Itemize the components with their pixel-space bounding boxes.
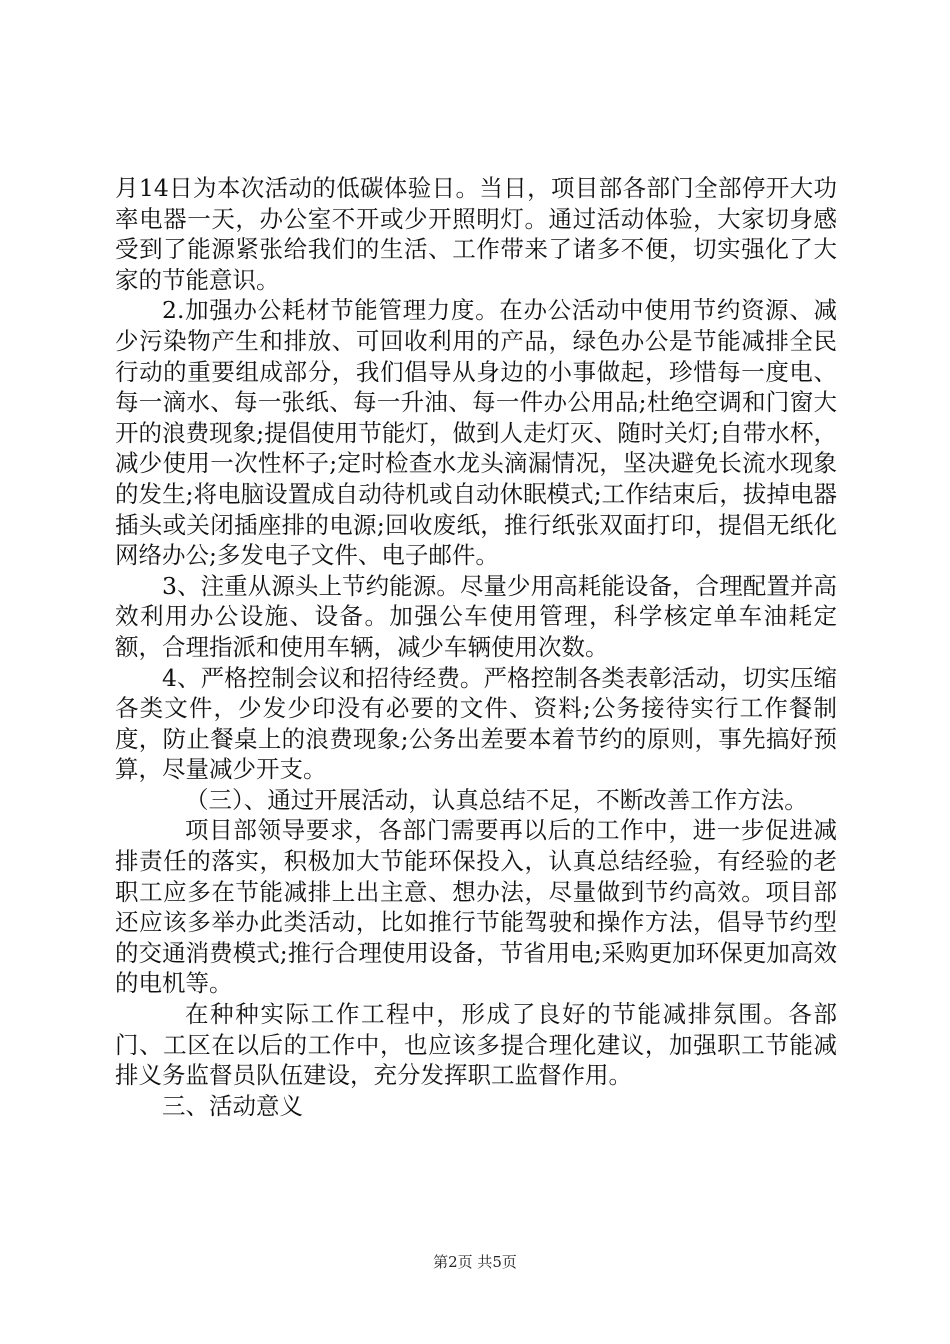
section-heading-significance: 三、活动意义 — [162, 1091, 303, 1120]
paragraph-low-carbon-day: 月14日为本次活动的低碳体验日。当日，项目部各部门全部停开大功率电器一天，办公室不开或少开照明灯。通过活动体验，大家切身感受到了能源紧张给我们的生活、工作带来了诸多不便，切实强化了大家的节能意识。 — [115, 174, 837, 294]
section-heading-summary: （三）、通过开展活动，认真总结不足，不断改善工作方法。 — [185, 785, 808, 814]
document-body — [115, 173, 837, 1121]
page-number-footer: 第2页 共5页 — [433, 1253, 517, 1271]
paragraph-office-supplies: 2.加强办公耗材节能管理力度。在办公活动中使用节约资源、减少污染物产生和排放、可回收利用的产品，绿色办公是节能减排全民行动的重要组成部分，我们倡导从身边的小事做起，珍惜每一度电、每一滴水、每一张纸、每一升油、每一件办公用品;杜绝空调和门窗大开的浪费现象;提倡使用节能灯，做到人走灯灭、随时关灯;自带水杯，减少使用一次性杯子;定时检查水龙头滴漏情况，坚决避免长流水现象的发生;将电脑设置成自动待机或自动休眠模式;工作结束后，拔掉电器插头或关闭插座排的电源;回收废纸，推行纸张双面打印，提倡无纸化网络办公;多发电子文件、电子邮件。 — [115, 296, 837, 570]
paragraph-leadership-requirements: 项目部领导要求，各部门需要再以后的工作中，进一步促进减排责任的落实，积极加大节能环保投入，认真总结经验，有经验的老职工应多在节能减排上出主意、想办法，尽量做到节约高效。项目部还应该多举办此类活动，比如推行节能驾驶和操作方法，倡导节约型的交通消费模式;推行合理使用设备，节省用电;采购更加环保更加高效的电机等。 — [115, 816, 837, 998]
paragraph-atmosphere: 在种种实际工作工程中，形成了良好的节能减排氛围。各部门、工区在以后的工作中，也应该多提合理化建议，加强职工节能减排义务监督员队伍建设，充分发挥职工监督作用。 — [115, 1000, 837, 1090]
paragraph-energy-source: 3、注重从源头上节约能源。尽量少用高耗能设备，合理配置并高效利用办公设施、设备。加强公车使用管理，科学核定单车油耗定额，合理指派和使用车辆，减少车辆使用次数。 — [115, 571, 837, 661]
paragraph-meeting-expenses: 4、严格控制会议和招待经费。严格控制各类表彰活动，切实压缩各类文件，少发少印没有必要的文件、资料;公务接待实行工作餐制度，防止餐桌上的浪费现象;公务出差要本着节约的原则，事先搞好预算，尽量减少开支。 — [115, 663, 837, 784]
